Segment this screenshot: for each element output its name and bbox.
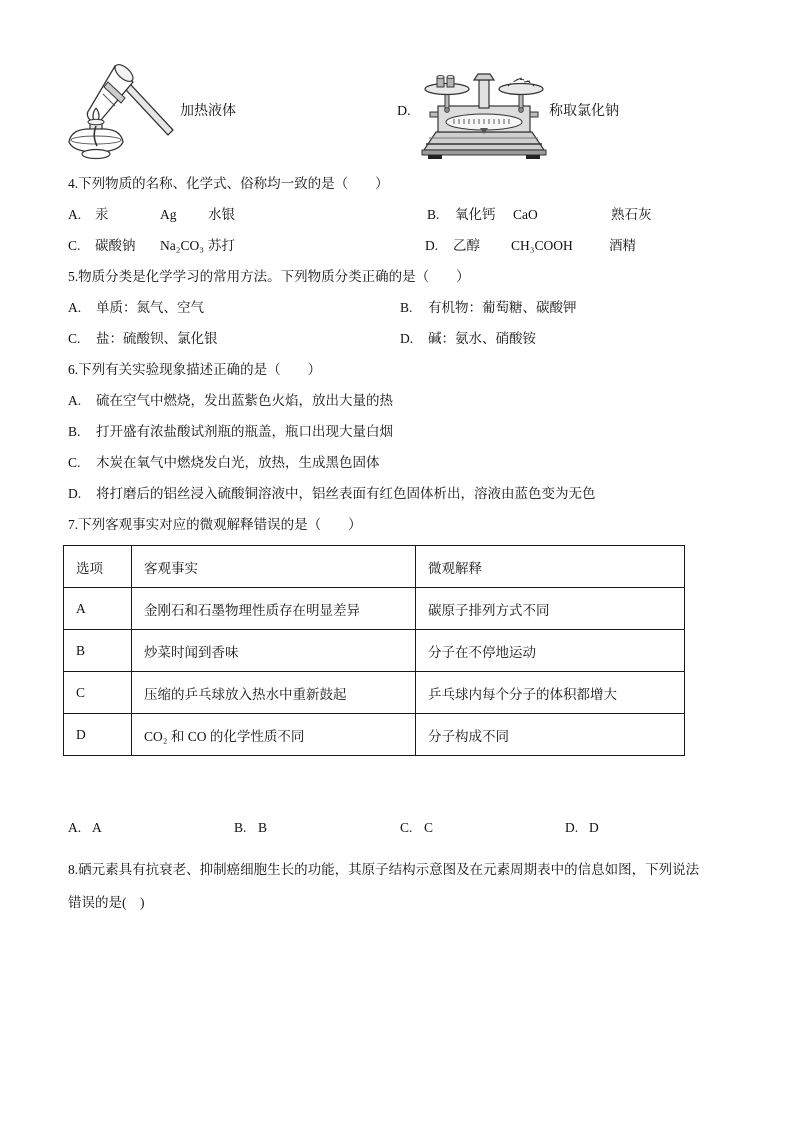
- q8-stem-line2: 错误的是( ): [68, 895, 145, 910]
- q7-answer-a: [68, 812, 234, 843]
- balance-scale-icon: [420, 70, 548, 162]
- q7-row-d-fact: CO₂ 和 CO 的化学性质不同: [132, 714, 416, 756]
- q7-row-c-fact: 压缩的乒乓球放入热水中重新鼓起: [132, 672, 416, 714]
- q7-row-a-option: A: [64, 588, 132, 630]
- q7-row-b-fact: 炒菜时闻到香味: [132, 630, 416, 672]
- q4-option-a-formula: Ag: [160, 207, 177, 222]
- q7-table-row-b: [64, 630, 685, 672]
- q7-row-c-option: C: [64, 672, 132, 714]
- q7-row-a-explanation: 碳原子排列方式不同: [416, 588, 685, 630]
- right-figure-caption: 称取氯化钠: [549, 104, 619, 119]
- q4-option-c-label: C.: [68, 238, 81, 253]
- q6-option-a-label: A.: [68, 393, 82, 408]
- q6-option-b: [68, 416, 730, 447]
- q4-option-b-formula: CaO: [513, 207, 538, 222]
- q6-option-d: [68, 478, 730, 509]
- q4-option-a-name: 汞: [95, 207, 109, 222]
- q5-option-a-text: 单质：氮气、空气: [96, 300, 204, 315]
- q7-table: [63, 545, 685, 756]
- q7-row-a-fact: 金刚石和石墨物理性质存在明显差异: [132, 588, 416, 630]
- q7-answer-a-text: A: [92, 820, 102, 835]
- q6-option-a: [68, 385, 730, 416]
- q6-option-c: [68, 447, 730, 478]
- q5-options-row2: [68, 323, 730, 354]
- q7-answer-d-text: D: [589, 820, 599, 835]
- q4-option-c-formula: Na₂CO₃: [160, 238, 204, 253]
- q5-option-b-text: 有机物：葡萄糖、碳酸钾: [428, 300, 577, 315]
- q5-options-row1: [68, 292, 730, 323]
- q7-row-c-explanation: 乒乓球内每个分子的体积都增大: [416, 672, 685, 714]
- q4-option-c-name: 碳酸钠: [95, 238, 136, 253]
- q4-options-row1: [68, 199, 730, 230]
- q7-answer-a-label: A.: [68, 820, 82, 835]
- q4-option-d-formula: CH₃COOH: [511, 238, 573, 253]
- q7-answer-c: [400, 812, 565, 843]
- q7-table-row-c: [64, 672, 685, 714]
- q6-option-b-label: B.: [68, 424, 81, 439]
- figure-row: [0, 0, 793, 180]
- q4-option-b-name: 氧化钙: [455, 207, 496, 222]
- q7-header-option: 选项: [64, 546, 132, 588]
- q7-answer-b-text: B: [258, 820, 268, 835]
- q7-row-d-option: D: [64, 714, 132, 756]
- q7-answer-d-label: D.: [565, 820, 579, 835]
- q7-row-b-option: B: [64, 630, 132, 672]
- q7-answer-d: [565, 812, 599, 843]
- q5-option-d-text: 碱：氨水、硝酸铵: [428, 331, 536, 346]
- q7-row-b-explanation: 分子在不停地运动: [416, 630, 685, 672]
- q7-table-header-row: [64, 546, 685, 588]
- q4-stem: 4.下列物质的名称、化学式、俗称均一致的是（ ）: [68, 176, 389, 191]
- q6-option-a-text: 硫在空气中燃烧，发出蓝紫色火焰，放出大量的热: [96, 393, 393, 408]
- q5-stem: 5.物质分类是化学学习的常用方法。下列物质分类正确的是（ ）: [68, 269, 470, 284]
- q6-option-b-text: 打开盛有浓盐酸试剂瓶的瓶盖，瓶口出现大量白烟: [96, 424, 393, 439]
- option-d-label: D.: [397, 104, 411, 119]
- q7-table-row-d: [64, 714, 685, 756]
- q4-options-row2: [68, 230, 730, 261]
- q5-option-b-label: B.: [400, 300, 413, 315]
- question-flow: [68, 168, 730, 919]
- q4-option-d-label: D.: [425, 238, 439, 253]
- q8-stem-line1: 8.硒元素具有抗衰老、抑制癌细胞生长的功能，其原子结构示意图及在元素周期表中的信息如图，下列说法: [68, 862, 700, 877]
- q5-option-c-text: 盐：硫酸钡、氯化银: [96, 331, 218, 346]
- q5-option-a-label: A.: [68, 300, 82, 315]
- q7-answer-c-text: C: [424, 820, 434, 835]
- q7-answer-c-label: C.: [400, 820, 413, 835]
- q6-option-c-label: C.: [68, 455, 81, 470]
- q5-option-c-label: C.: [68, 331, 81, 346]
- q4-option-a-alias: 水银: [208, 207, 235, 222]
- q7-answer-b: [234, 812, 400, 843]
- q7-stem: 7.下列客观事实对应的微观解释错误的是（ ）: [68, 517, 362, 532]
- q6-stem: 6.下列有关实验现象描述正确的是（ ）: [68, 362, 322, 377]
- q7-answer-row: [68, 812, 730, 843]
- q6-option-d-label: D.: [68, 486, 82, 501]
- q6-option-c-text: 木炭在氧气中燃烧发白光，放热，生成黑色固体: [96, 455, 380, 470]
- q6-option-d-text: 将打磨后的铝丝浸入硫酸铜溶液中，铝丝表面有红色固体析出，溶液由蓝色变为无色: [96, 486, 596, 501]
- q4-option-b-alias: 熟石灰: [611, 207, 652, 222]
- q4-option-d-alias: 酒精: [609, 238, 636, 253]
- q7-table-row-a: [64, 588, 685, 630]
- q4-option-d-name: 乙醇: [453, 238, 480, 253]
- q7-answer-b-label: B.: [234, 820, 247, 835]
- q7-header-explanation: 微观解释: [416, 546, 685, 588]
- q8-stem: [68, 853, 730, 919]
- q5-option-d-label: D.: [400, 331, 414, 346]
- q7-row-d-explanation: 分子构成不同: [416, 714, 685, 756]
- q4-option-c-alias: 苏打: [208, 238, 235, 253]
- q7-header-fact: 客观事实: [132, 546, 416, 588]
- q4-option-b-label: B.: [427, 207, 440, 222]
- q4-option-a-label: A.: [68, 207, 82, 222]
- alcohol-lamp-heating-test-tube-icon: [63, 56, 175, 166]
- left-figure-caption: 加热液体: [180, 104, 236, 119]
